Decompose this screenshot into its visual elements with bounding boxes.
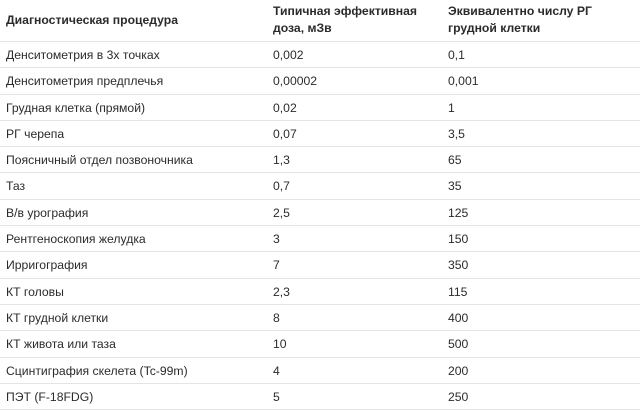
cell-procedure: Сцинтиграфия скелета (Tc-99m) — [6, 363, 188, 378]
table-row — [0, 358, 640, 384]
cell-equivalent: 500 — [448, 337, 469, 352]
cell-dose: 5 — [273, 389, 280, 404]
cell-procedure: Денситометрия предплечья — [6, 74, 164, 89]
table-row — [0, 331, 640, 357]
cell-equivalent: 35 — [448, 179, 462, 194]
table-header-row — [0, 0, 640, 42]
cell-equivalent: 65 — [448, 153, 462, 168]
cell-dose: 0,002 — [273, 48, 304, 62]
cell-procedure: КТ живота или таза — [6, 337, 116, 352]
cell-dose: 4 — [273, 363, 280, 378]
cell-equivalent: 3,5 — [448, 126, 465, 141]
cell-procedure: КТ головы — [6, 284, 64, 299]
table-row — [0, 226, 640, 252]
table-row — [0, 147, 640, 173]
cell-equivalent: 150 — [448, 232, 469, 247]
cell-dose: 8 — [273, 310, 280, 325]
cell-dose: 10 — [273, 337, 287, 352]
cell-equivalent: 200 — [448, 363, 469, 378]
cell-dose: 0,7 — [273, 179, 290, 194]
cell-equivalent: 250 — [448, 389, 469, 404]
table-row — [0, 121, 640, 147]
cell-dose: 2,5 — [273, 205, 290, 220]
cell-equivalent: 0,001 — [448, 74, 479, 89]
table-row — [0, 42, 640, 68]
cell-equivalent: 350 — [448, 258, 469, 273]
table-row — [0, 173, 640, 199]
cell-procedure: ПЭТ (F-18FDG) — [6, 389, 94, 404]
table-row — [0, 252, 640, 278]
header-equivalent: Эквивалентно числу РГ грудной клетки — [448, 4, 592, 35]
cell-procedure: Ирригография — [6, 258, 88, 273]
cell-equivalent: 0,1 — [448, 48, 465, 62]
cell-equivalent: 400 — [448, 310, 469, 325]
cell-procedure: Грудная клетка (прямой) — [6, 100, 146, 115]
cell-procedure: РГ черепа — [6, 126, 65, 141]
header-procedure: Диагностическая процедура — [6, 13, 179, 27]
table-row — [0, 95, 640, 121]
table-row — [0, 68, 640, 94]
cell-dose: 0,02 — [273, 100, 297, 115]
cell-procedure: Денситометрия в 3х точках — [6, 48, 160, 62]
cell-procedure: КТ грудной клетки — [6, 310, 109, 325]
cell-procedure: Рентгеноскопия желудка — [6, 232, 146, 247]
table-row — [0, 279, 640, 305]
table-row — [0, 200, 640, 226]
cell-dose: 0,00002 — [273, 74, 318, 89]
table-row — [0, 384, 640, 410]
cell-equivalent: 115 — [448, 284, 468, 299]
cell-equivalent: 1 — [448, 100, 455, 115]
cell-dose: 1,3 — [273, 153, 290, 168]
table-body — [0, 42, 640, 410]
table-row — [0, 305, 640, 331]
header-dose: Типичная эффективная доза, мЗв — [273, 4, 418, 35]
cell-equivalent: 125 — [448, 205, 469, 220]
cell-procedure: Таз — [6, 179, 26, 194]
cell-dose: 0,07 — [273, 126, 297, 141]
cell-dose: 3 — [273, 232, 280, 247]
cell-dose: 2,3 — [273, 284, 290, 299]
cell-procedure: В/в урография — [6, 205, 89, 220]
cell-procedure: Поясничный отдел позвоночника — [6, 153, 193, 168]
cell-dose: 7 — [273, 258, 280, 273]
